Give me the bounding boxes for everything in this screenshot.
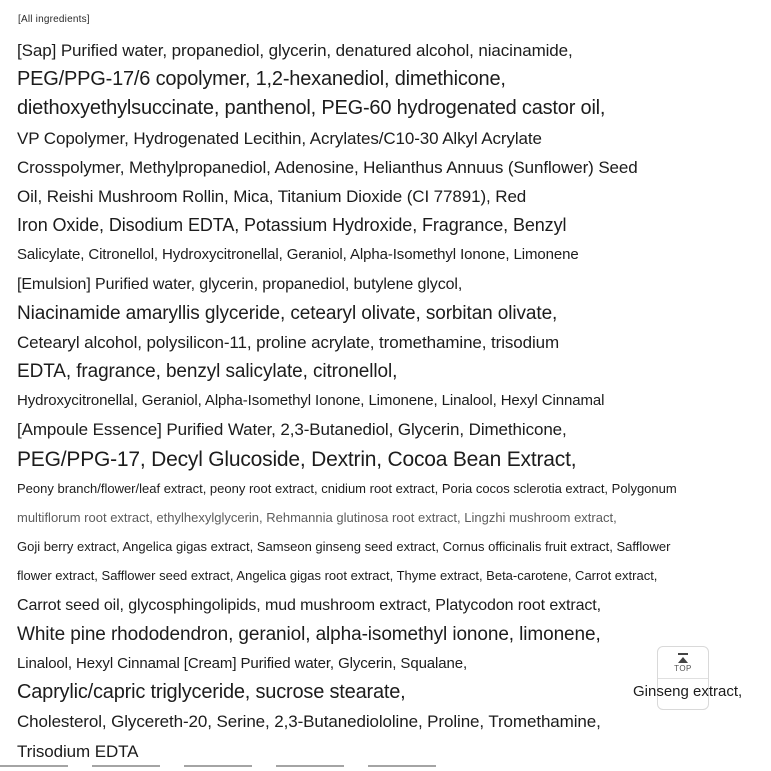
ingredient-line: Cetearyl alcohol, polysilicon-11, proline acrylate, tromethamine, trisodium bbox=[17, 332, 560, 352]
ingredient-line: Hydroxycitronellal, Geraniol, Alpha-Isomethyl Ionone, Limonene, Linalool, Hexyl Cinnamal bbox=[17, 392, 605, 410]
ingredient-line: [Ampoule Essence] Purified Water, 2,3-Butanediol, Glycerin, Dimethicone, bbox=[17, 420, 567, 440]
ingredient-line: flower extract, Safflower seed extract, Angelica gigas root extract, Thyme extract, Beta-carotene, Carrot extract, bbox=[17, 568, 658, 584]
ingredient-line: PEG/PPG-17/6 copolymer, 1,2-hexanediol, dimethicone, bbox=[17, 68, 506, 91]
ingredient-line: White pine rhododendron, geraniol, alpha-isomethyl ionone, limonene, bbox=[17, 623, 601, 645]
top-button-label: TOP bbox=[674, 663, 692, 673]
all-ingredients-label: [All ingredients] bbox=[18, 14, 90, 25]
ingredient-line: Cholesterol, Glycereth-20, Serine, 2,3-Butanediololine, Proline, Tromethamine, bbox=[17, 712, 601, 732]
scroll-to-top-button[interactable] bbox=[658, 647, 708, 679]
ingredient-line: Crosspolymer, Methylpropanediol, Adenosine, Helianthus Annuus (Sunflower) Seed bbox=[17, 157, 638, 177]
ingredient-line: Peony branch/flower/leaf extract, peony root extract, cnidium root extract, Poria cocos sclerotia extract, Polygonum bbox=[17, 480, 677, 496]
ingredient-line: Trisodium EDTA bbox=[17, 741, 139, 761]
ingredient-line: EDTA, fragrance, benzyl salicylate, citronellol, bbox=[17, 361, 398, 383]
ingredient-line: Iron Oxide, Disodium EDTA, Potassium Hydroxide, Fragrance, Benzyl bbox=[17, 215, 567, 236]
ingredient-line: Salicylate, Citronellol, Hydroxycitronellal, Geraniol, Alpha-Isomethyl Ionone, Limonene bbox=[17, 246, 579, 264]
ingredient-line: PEG/PPG-17, Decyl Glucoside, Dextrin, Cocoa Bean Extract, bbox=[17, 447, 577, 471]
overlapping-ingredient-text: Ginseng extract, bbox=[633, 683, 743, 700]
scroll-top-widget[interactable] bbox=[657, 646, 709, 710]
ingredient-line: diethoxyethylsuccinate, panthenol, PEG-60 hydrogenated castor oil, bbox=[17, 97, 606, 120]
ingredient-line: Caprylic/capric triglyceride, sucrose stearate, bbox=[17, 681, 406, 704]
ingredient-line: Carrot seed oil, glycosphingolipids, mud mushroom extract, Platycodon root extract, bbox=[17, 596, 601, 614]
ingredients-text bbox=[17, 36, 765, 766]
ingredient-line: Oil, Reishi Mushroom Rollin, Mica, Titanium Dioxide (CI 77891), Red bbox=[17, 186, 527, 206]
arrow-up-to-line-icon bbox=[678, 653, 688, 663]
ingredient-line: Goji berry extract, Angelica gigas extract, Samseon ginseng seed extract, Cornus officinalis fruit extract, Safflower bbox=[17, 539, 671, 555]
bottom-partial-bar bbox=[0, 765, 445, 767]
ingredient-line: multiflorum root extract, ethylhexylglycerin, Rehmannia glutinosa root extract, Lingzhi mushroom extract, bbox=[17, 510, 617, 525]
ingredient-line: [Emulsion] Purified water, glycerin, propanediol, butylene glycol, bbox=[17, 275, 463, 293]
ingredient-line: Linalool, Hexyl Cinnamal [Cream] Purified water, Glycerin, Squalane, bbox=[17, 654, 468, 672]
ingredient-line: VP Copolymer, Hydrogenated Lecithin, Acrylates/C10-30 Alkyl Acrylate bbox=[17, 128, 542, 148]
ingredient-line: [Sap] Purified water, propanediol, glycerin, denatured alcohol, niacinamide, bbox=[17, 41, 573, 60]
ingredient-line: Niacinamide amaryllis glyceride, cetearyl olivate, sorbitan olivate, bbox=[17, 302, 558, 324]
